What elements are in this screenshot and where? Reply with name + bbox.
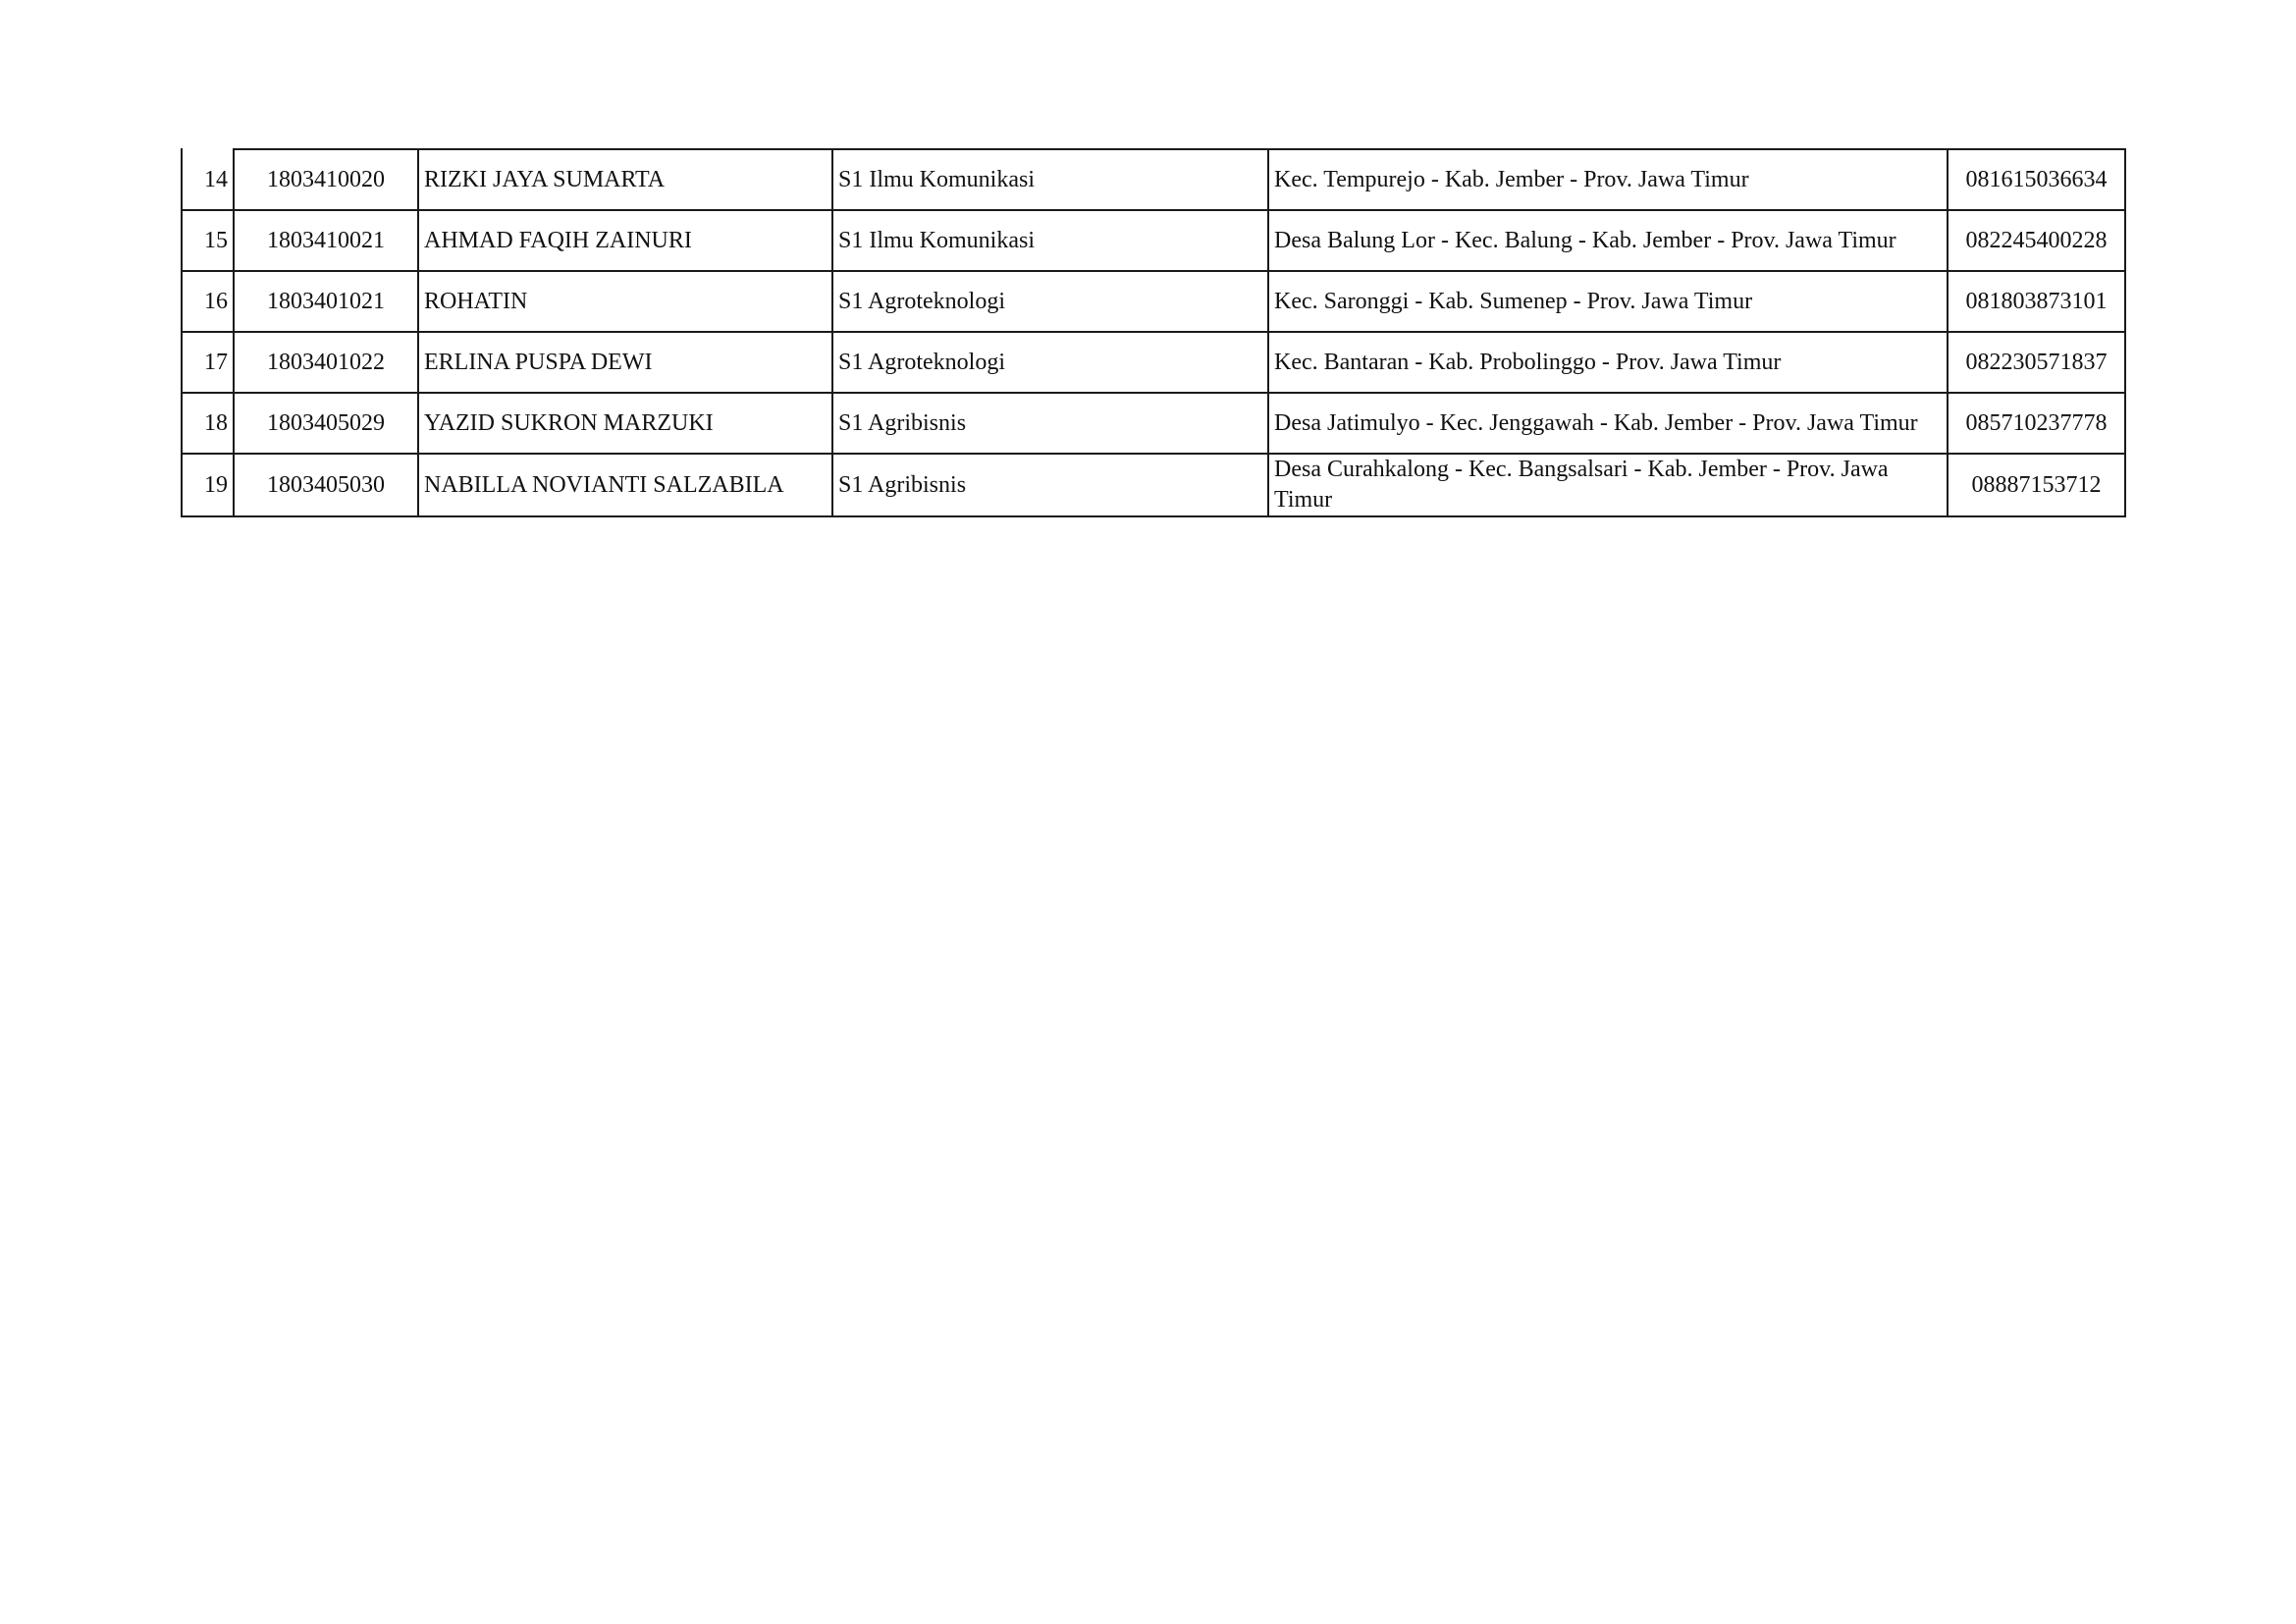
row-number: 16 [182, 271, 234, 332]
address: Kec. Tempurejo - Kab. Jember - Prov. Jawa Timur [1268, 149, 1948, 210]
row-number: 14 [182, 149, 234, 210]
student-name: NABILLA NOVIANTI SALZABILA [418, 454, 832, 516]
row-number: 19 [182, 454, 234, 516]
phone-number: 08887153712 [1948, 454, 2125, 516]
row-number: 15 [182, 210, 234, 271]
study-program: S1 Agribisnis [832, 454, 1268, 516]
table-row [182, 454, 2125, 516]
student-name: YAZID SUKRON MARZUKI [418, 393, 832, 454]
table-row [182, 271, 2125, 332]
row-number: 17 [182, 332, 234, 393]
student-id: 1803401022 [234, 332, 418, 393]
table-row [182, 149, 2125, 210]
address: Desa Curahkalong - Kec. Bangsalsari - Kab. Jember - Prov. Jawa Timur [1268, 454, 1948, 516]
student-name: ERLINA PUSPA DEWI [418, 332, 832, 393]
student-name: AHMAD FAQIH ZAINURI [418, 210, 832, 271]
student-id: 1803410021 [234, 210, 418, 271]
phone-number: 082245400228 [1948, 210, 2125, 271]
address: Desa Balung Lor - Kec. Balung - Kab. Jember - Prov. Jawa Timur [1268, 210, 1948, 271]
address: Kec. Bantaran - Kab. Probolinggo - Prov. Jawa Timur [1268, 332, 1948, 393]
phone-number: 081615036634 [1948, 149, 2125, 210]
phone-number: 082230571837 [1948, 332, 2125, 393]
address: Desa Jatimulyo - Kec. Jenggawah - Kab. Jember - Prov. Jawa Timur [1268, 393, 1948, 454]
student-name: RIZKI JAYA SUMARTA [418, 149, 832, 210]
student-table [181, 148, 2126, 517]
student-id: 1803401021 [234, 271, 418, 332]
student-id: 1803405029 [234, 393, 418, 454]
table-row [182, 393, 2125, 454]
table-row [182, 210, 2125, 271]
student-name: ROHATIN [418, 271, 832, 332]
row-number: 18 [182, 393, 234, 454]
study-program: S1 Agroteknologi [832, 271, 1268, 332]
table-row [182, 332, 2125, 393]
study-program: S1 Agroteknologi [832, 332, 1268, 393]
study-program: S1 Ilmu Komunikasi [832, 149, 1268, 210]
student-id: 1803410020 [234, 149, 418, 210]
phone-number: 081803873101 [1948, 271, 2125, 332]
study-program: S1 Agribisnis [832, 393, 1268, 454]
phone-number: 085710237778 [1948, 393, 2125, 454]
address: Kec. Saronggi - Kab. Sumenep - Prov. Jawa Timur [1268, 271, 1948, 332]
student-id: 1803405030 [234, 454, 418, 516]
study-program: S1 Ilmu Komunikasi [832, 210, 1268, 271]
